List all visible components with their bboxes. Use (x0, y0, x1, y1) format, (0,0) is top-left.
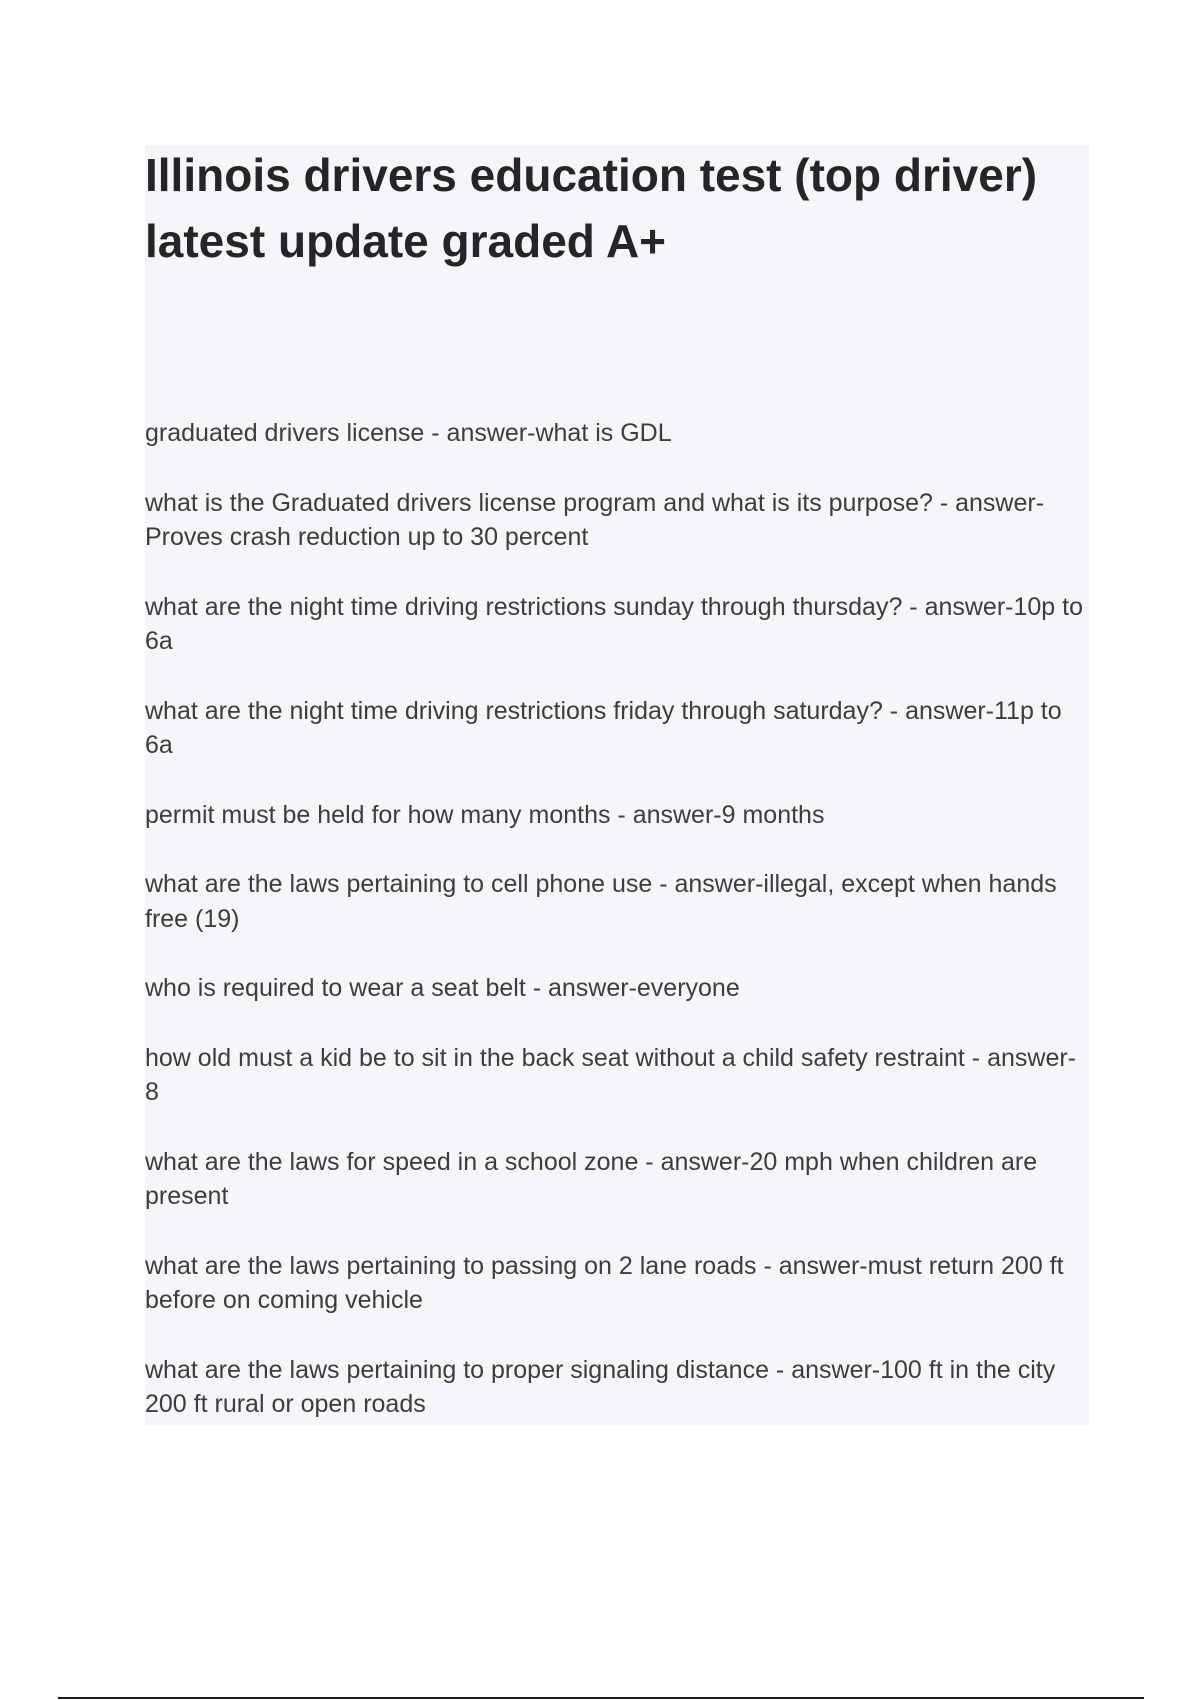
qa-item-8: how old must a kid be to sit in the back seat without a child safety restraint - answer-8 (145, 1043, 1076, 1106)
bottom-divider (58, 1697, 1144, 1699)
qa-item-10: what are the laws pertaining to passing on 2 lane roads - answer-must return 200 ft before on coming vehicle (145, 1251, 1064, 1314)
qa-item-1: graduated drivers license - answer-what is GDL (145, 419, 672, 447)
qa-item-7: who is required to wear a seat belt - answer-everyone (145, 974, 740, 1002)
qa-item-11: what are the laws pertaining to proper signaling distance - answer-100 ft in the city 200 ft rural or open roads (145, 1355, 1056, 1418)
qa-item-5: permit must be held for how many months - answer-9 months (145, 800, 825, 829)
qa-item-6: what are the laws pertaining to cell phone use - answer-illegal, except when hands free (19) (145, 870, 1057, 933)
qa-item-4: what are the night time driving restrictions friday through saturday? - answer-11p to 6a (145, 696, 1062, 759)
document-title: Illinois drivers education test (top driver) latest update graded A+ (145, 149, 1038, 267)
qa-item-9: what are the laws for speed in a school zone - answer-20 mph when children are present (145, 1147, 1038, 1210)
question-answer-list (145, 416, 1089, 1457)
qa-item-2: what is the Graduated drivers license program and what is its purpose? - answer-Proves crash reduction up to 30 percent (145, 488, 1045, 551)
qa-item-3: what are the night time driving restrictions sunday through thursday? - answer-10p to 6a (145, 592, 1083, 655)
